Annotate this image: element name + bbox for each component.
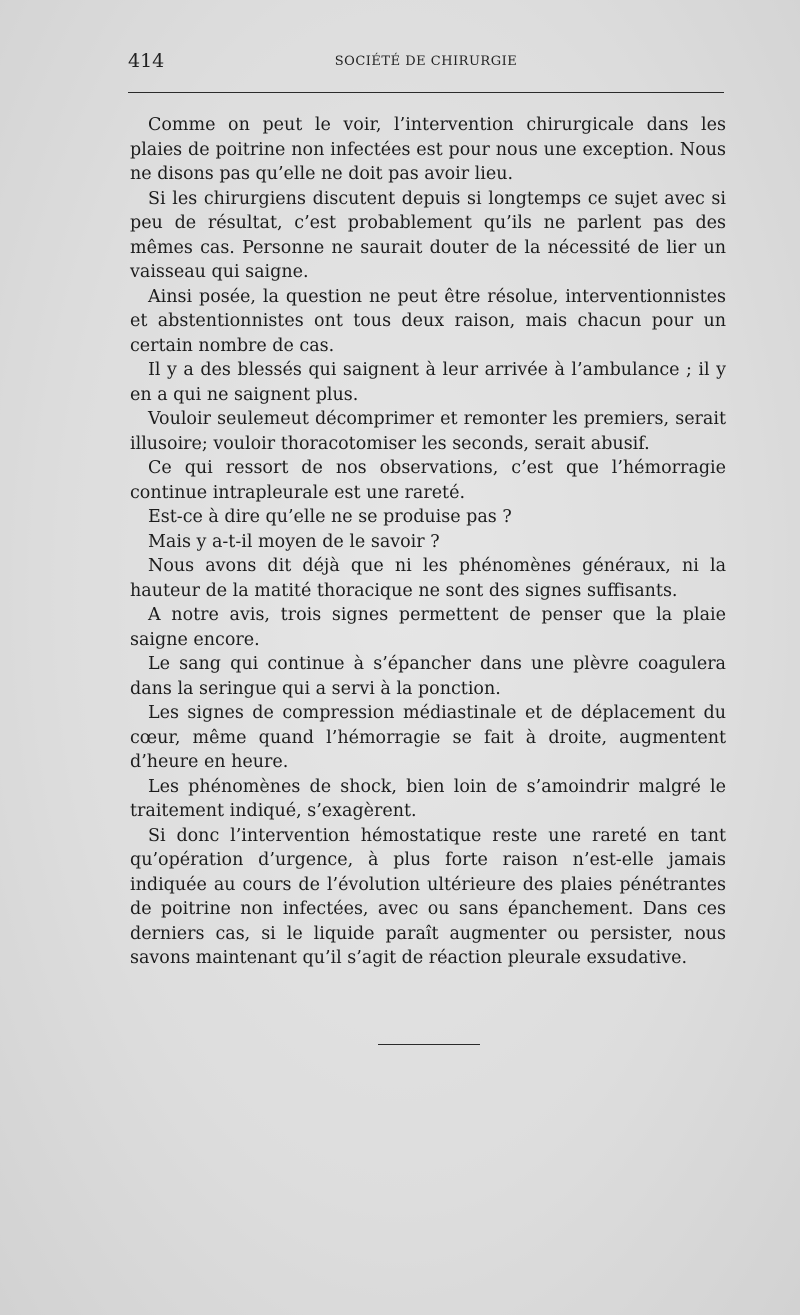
paragraph: Les signes de compression médiastinale et de déplacement du cœur, même quand l’hémorragie se fait à droite, augmentent d’heure en heure. [130, 703, 726, 772]
paragraph: Mais y a-t-il moyen de le savoir ? [148, 531, 440, 552]
paragraph: A notre avis, trois signes permettent de penser que la plaie saigne encore. [130, 605, 726, 650]
body-text [130, 113, 726, 971]
paragraph: Ce qui ressort de nos observations, c’est que l’hémorragie continue intrapleurale est une rareté. [130, 458, 726, 503]
end-rule [378, 1044, 480, 1045]
paragraph: Nous avons dit déjà que ni les phénomènes généraux, ni la hauteur de la matité thoracique ne sont des signes suffisants. [130, 556, 726, 601]
paragraph: Comme on peut le voir, l’intervention chirurgicale dans les plaies de poitrine non infectées est pour nous une exception. Nous ne disons pas qu’elle ne doit pas avoir lieu. [130, 115, 726, 184]
running-title: SOCIÉTÉ DE CHIRURGIE [334, 54, 518, 69]
paragraph: Ainsi posée, la question ne peut être résolue, interventionnistes et abstentionnistes ont tous deux raison, mais chacun pour un certain nombre de cas. [130, 286, 726, 356]
paragraph: Est-ce à dire qu’elle ne se produise pas ? [148, 507, 512, 527]
paragraph: Les phénomènes de shock, bien loin de s’amoindrir malgré le traitement indiqué, s’exagèrent. [130, 776, 726, 821]
page-number: 414 [128, 50, 165, 72]
page-header [128, 50, 724, 74]
paragraph: Le sang qui continue à s’épancher dans une plèvre coagulera dans la seringue qui a servi à la ponction. [130, 654, 726, 699]
header-rule [128, 92, 724, 93]
paragraph: Il y a des blessés qui saignent à leur arrivée à l’ambulance ; il y en a qui ne saignent plus. [130, 360, 726, 405]
paragraph: Si les chirurgiens discutent depuis si longtemps ce sujet avec si peu de résultat, c’est probablement qu’ils ne parlent pas des mêmes cas. Personne ne saurait douter de la nécessité de lier un vaisseau qui saigne. [130, 188, 726, 282]
paragraph: Vouloir seulemeut décomprimer et remonter les premiers, serait illusoire; vouloir thoracotomiser les seconds, serait abusif. [130, 409, 726, 454]
paragraph: Si donc l’intervention hémostatique reste une rareté en tant qu’opération d’urgence, à plus forte raison n’est-elle jamais indiquée au cours de l’évolution ultérieure des plaies pénétrantes de poitrine non infectées, avec ou sans épanchement. Dans ces derniers cas, si le liquide paraît augmenter ou persister, nous savons maintenant qu’il s’agit de réaction pleurale exsudative. [130, 825, 726, 968]
